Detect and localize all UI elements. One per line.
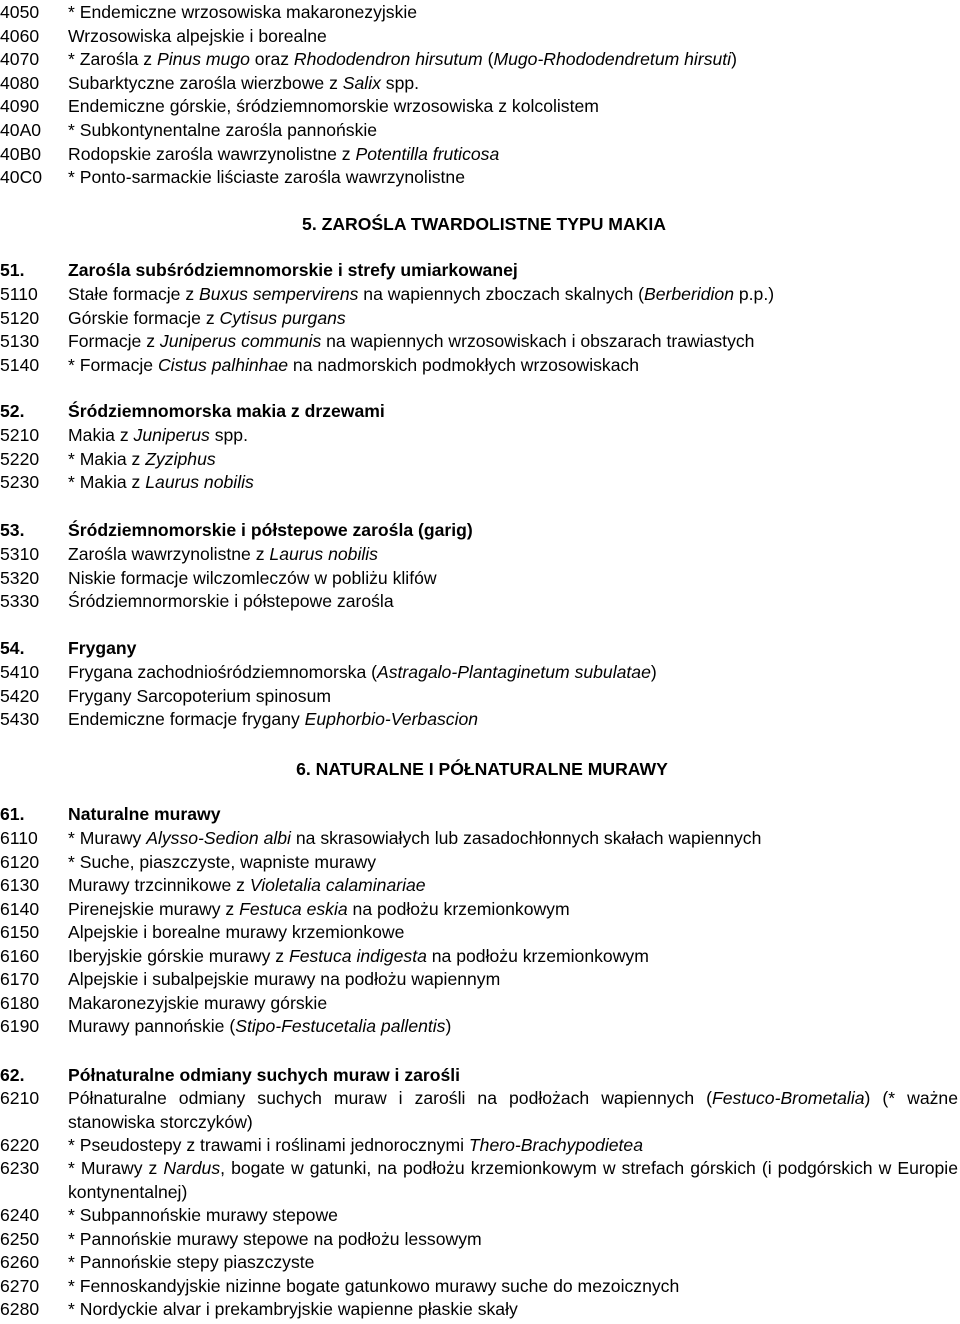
text-segment: na podłożu krzemionkowym <box>426 945 649 966</box>
latin-name: Laurus nobilis <box>269 544 378 564</box>
habitat-code: 51. <box>0 260 25 280</box>
habitat-name <box>68 1087 958 1134</box>
habitat-row <box>0 851 960 875</box>
habitat-code: 6170 <box>0 969 40 989</box>
habitat-name <box>68 1015 958 1039</box>
habitat-name: Naturalne murawy <box>68 804 221 824</box>
habitat-row <box>0 567 960 591</box>
habitat-row <box>0 1204 960 1228</box>
text-segment: * Pseudostepy z trawami i roślinami jednorocznymi <box>68 1135 469 1155</box>
habitat-name <box>68 1204 958 1228</box>
habitat-code: 6180 <box>0 992 40 1013</box>
habitat-name <box>68 48 958 72</box>
text-segment: * Subkontynentalne zarośla pannońskie <box>68 120 378 140</box>
habitat-name <box>68 898 958 922</box>
text-segment: ) (* ważne stanowiska storczyków) <box>68 1088 958 1132</box>
habitat-row <box>0 968 960 992</box>
habitat-code: 4070 <box>0 49 40 70</box>
habitat-name <box>68 143 958 167</box>
latin-name: Buxus sempervirens <box>199 284 359 304</box>
habitat-row <box>0 1087 960 1134</box>
habitat-code: 40B0 <box>0 143 42 164</box>
group-61-heading <box>0 803 960 827</box>
habitat-row <box>0 708 960 732</box>
habitat-code: 5430 <box>0 709 40 729</box>
habitat-row <box>0 95 960 119</box>
habitat-name <box>68 424 958 448</box>
latin-name: Pinus mugo <box>156 49 250 70</box>
text-segment: Murawy trzcinnikowe z <box>68 875 250 895</box>
habitat-row <box>0 543 960 567</box>
habitat-row <box>0 874 960 898</box>
habitat-code: 5220 <box>0 448 40 469</box>
text-segment: ( <box>482 49 494 70</box>
text-segment: spp. <box>380 72 420 93</box>
habitat-row <box>0 685 960 709</box>
text-segment: Śródziemnormorskie i półstepowe zarośla <box>68 591 394 611</box>
text-segment: Subarktyczne zarośla wierzbowe z <box>68 72 343 93</box>
text-segment: * Endemiczne wrzosowiska makaronezyjskie <box>68 2 418 22</box>
habitat-code: 4050 <box>0 2 40 22</box>
habitat-row <box>0 48 960 72</box>
habitat-code: 40A0 <box>0 120 42 140</box>
habitat-name: Zarośla subśródziemnomorskie i strefy umiarkowanej <box>68 260 518 280</box>
habitat-code: 5140 <box>0 354 40 375</box>
section-heading-5: 5. ZAROŚLA TWARDOLISTNE TYPU MAKIA <box>302 214 666 234</box>
group-52-heading <box>0 400 960 424</box>
text-segment: * Nordyckie alvar i prekambryjskie wapienne płaskie skały <box>68 1299 518 1319</box>
habitat-code: 6120 <box>0 851 40 872</box>
habitat-code: 6240 <box>0 1205 40 1225</box>
habitat-row <box>0 590 960 614</box>
habitat-code: 6210 <box>0 1088 40 1108</box>
habitat-code: 5110 <box>0 284 38 304</box>
habitat-name <box>68 307 958 331</box>
habitat-name <box>68 708 958 732</box>
text-segment: na wapiennych wrzosowiskach i obszarach trawiastych <box>321 331 755 351</box>
text-segment: Formacje z <box>68 331 160 351</box>
habitat-row <box>0 1298 960 1322</box>
text-segment: Pirenejskie murawy z <box>68 898 240 919</box>
text-segment: Górskie formacje z <box>68 307 220 328</box>
habitat-row <box>0 119 960 143</box>
habitat-name: Frygany <box>68 638 137 658</box>
habitat-code: 54. <box>0 638 25 658</box>
habitat-row <box>0 471 960 495</box>
text-segment: Makaronezyjskie murawy górskie <box>68 992 328 1013</box>
text-segment: Alpejskie i borealne murawy krzemionkowe <box>68 922 405 942</box>
text-segment: * Formacje <box>68 354 158 375</box>
group-53-heading <box>0 519 960 543</box>
latin-name: Violetalia calaminariae <box>249 875 426 895</box>
text-segment: Endemiczne górskie, śródziemnomorskie wrzosowiska z kolcolistem <box>68 96 599 117</box>
habitat-row <box>0 945 960 969</box>
latin-name: Rhododendron hirsutum <box>293 49 483 70</box>
habitat-row <box>0 1 960 25</box>
text-segment: oraz <box>249 49 294 70</box>
habitat-name <box>68 1134 958 1158</box>
text-segment: na nadmorskich podmokłych wrzosowiskach <box>288 354 640 375</box>
latin-name: Festuca indigesta <box>288 945 427 966</box>
text-segment: * Ponto-sarmackie liściaste zarośla wawrzynolistne <box>68 167 465 188</box>
habitat-row <box>0 898 960 922</box>
text-segment: * Murawy z <box>68 1158 164 1178</box>
habitat-row <box>0 330 960 354</box>
habitat-row <box>0 283 960 307</box>
text-segment: * Makia z <box>68 472 146 492</box>
text-segment: Alpejskie i subalpejskie murawy na podłożu wapiennym <box>68 969 501 989</box>
habitat-row <box>0 1134 960 1158</box>
habitat-code: 6110 <box>0 828 38 848</box>
habitat-code: 4060 <box>0 25 40 46</box>
habitat-name <box>68 1157 958 1204</box>
latin-name: Cytisus purgans <box>219 307 346 328</box>
habitat-row <box>0 1015 960 1039</box>
habitat-code: 62. <box>0 1065 25 1085</box>
habitat-row <box>0 354 960 378</box>
habitat-name <box>68 1 958 25</box>
habitat-row <box>0 1275 960 1299</box>
habitat-row <box>0 166 960 190</box>
latin-name: Potentilla fruticosa <box>355 143 500 164</box>
text-segment: na wapiennych zboczach skalnych ( <box>358 284 644 304</box>
latin-name: Juniperus communis <box>159 331 322 351</box>
habitat-code: 5420 <box>0 685 40 706</box>
habitat-name <box>68 448 958 472</box>
habitat-code: 4080 <box>0 72 40 93</box>
habitat-code: 6160 <box>0 945 40 966</box>
latin-name: Alysso-Sedion albi <box>146 828 291 848</box>
habitat-name <box>68 921 958 945</box>
habitat-name <box>68 567 958 591</box>
habitat-code: 61. <box>0 804 25 824</box>
habitat-name <box>68 851 958 875</box>
habitat-code: 5320 <box>0 567 40 588</box>
latin-name: Festuca eskia <box>239 898 348 919</box>
latin-name: Astragalo-Plantaginetum subulatae <box>377 662 651 682</box>
habitat-name <box>68 72 958 96</box>
habitat-name <box>68 471 958 495</box>
habitat-name <box>68 968 958 992</box>
habitat-name <box>68 283 958 307</box>
text-segment: * Subpannońskie murawy stepowe <box>68 1205 338 1225</box>
section-heading-6: 6. NATURALNE I PÓŁNATURALNE MURAWY <box>296 759 668 779</box>
habitat-name: Śródziemnomorska makia z drzewami <box>68 401 385 421</box>
latin-name: Juniperus <box>133 425 210 445</box>
text-segment: , bogate w gatunki, na podłożu krzemionkowym w strefach górskich (i podgórskich w Europie kontynentalnej) <box>68 1158 958 1202</box>
text-segment: ) <box>731 49 737 70</box>
habitat-row <box>0 661 960 685</box>
habitat-name <box>68 590 958 614</box>
habitat-code: 5230 <box>0 472 40 492</box>
text-segment: Stałe formacje z <box>68 284 200 304</box>
habitat-code: 5410 <box>0 662 40 682</box>
latin-name: Festuco-Brometalia <box>712 1088 865 1108</box>
habitat-name <box>68 945 958 969</box>
text-segment: Rodopskie zarośla wawrzynolistne z <box>68 143 356 164</box>
habitat-name <box>68 119 958 143</box>
habitat-name <box>68 543 958 567</box>
habitat-code: 6250 <box>0 1228 40 1249</box>
latin-name: Mugo-Rhododendretum hirsuti <box>493 49 732 70</box>
habitat-code: 53. <box>0 520 25 540</box>
habitat-name <box>68 685 958 709</box>
habitat-code: 6280 <box>0 1299 40 1319</box>
habitat-name <box>68 1275 958 1299</box>
text-segment: Zarośla wawrzynolistne z <box>68 544 270 564</box>
text-segment: Endemiczne formacje frygany <box>68 709 305 729</box>
text-segment: p.p.) <box>733 284 775 304</box>
text-segment: Makia z <box>68 425 134 445</box>
text-segment: * Pannońskie murawy stepowe na podłożu lessowym <box>68 1228 482 1249</box>
text-segment: Frygana zachodniośródziemnomorska ( <box>68 662 378 682</box>
text-segment: na skrasowiałych lub zasadochłonnych skałach wapiennych <box>290 828 762 848</box>
group-51-heading <box>0 259 960 283</box>
latin-name: Zyziphus <box>145 448 216 469</box>
habitat-code: 6270 <box>0 1275 40 1296</box>
habitat-code: 6190 <box>0 1016 40 1036</box>
habitat-row <box>0 448 960 472</box>
habitat-name <box>68 827 958 851</box>
habitat-name <box>68 354 958 378</box>
group-62-heading <box>0 1064 960 1088</box>
habitat-code: 6220 <box>0 1135 40 1155</box>
text-segment: Iberyjskie górskie murawy z <box>68 945 289 966</box>
habitat-name <box>68 661 958 685</box>
habitat-code: 6140 <box>0 898 40 919</box>
text-segment: * Fennoskandyjskie nizinne bogate gatunkowo murawy suche do mezoicznych <box>68 1275 680 1296</box>
habitat-name: Śródziemnomorskie i półstepowe zarośla (garig) <box>68 520 473 540</box>
text-segment: Półnaturalne odmiany suchych muraw i zarośli na podłożach wapiennych ( <box>68 1088 712 1108</box>
habitat-name <box>68 25 958 49</box>
habitat-name <box>68 1228 958 1252</box>
habitat-name <box>68 1251 958 1275</box>
group-54-heading <box>0 637 960 661</box>
habitat-name <box>68 330 958 354</box>
habitat-code: 4090 <box>0 96 40 117</box>
latin-name: Salix <box>342 72 381 93</box>
habitat-code: 5330 <box>0 591 40 611</box>
latin-name: Laurus nobilis <box>145 472 254 492</box>
latin-name: Berberidion <box>644 284 734 304</box>
habitat-row <box>0 1157 960 1204</box>
text-segment: * Pannońskie stepy piaszczyste <box>68 1252 315 1272</box>
habitat-code: 5130 <box>0 331 40 351</box>
latin-name: Euphorbio-Verbascion <box>304 709 479 729</box>
habitat-row <box>0 1251 960 1275</box>
habitat-name <box>68 95 958 119</box>
habitat-row <box>0 143 960 167</box>
text-segment: * Murawy <box>68 828 147 848</box>
latin-name: Thero-Brachypodietea <box>468 1135 643 1155</box>
habitat-name <box>68 166 958 190</box>
habitat-row <box>0 992 960 1016</box>
habitat-row <box>0 424 960 448</box>
text-segment: * Makia z <box>68 448 146 469</box>
text-segment: Murawy pannońskie ( <box>68 1016 236 1036</box>
habitat-code: 5310 <box>0 544 40 564</box>
habitat-row <box>0 307 960 331</box>
habitat-code: 6150 <box>0 922 40 942</box>
habitat-code: 6260 <box>0 1252 40 1272</box>
habitat-row <box>0 25 960 49</box>
habitat-name <box>68 1298 958 1322</box>
habitat-code: 6230 <box>0 1158 40 1178</box>
text-segment: ) <box>445 1016 452 1036</box>
text-segment: * Suche, piaszczyste, wapniste murawy <box>68 851 377 872</box>
habitat-code: 6130 <box>0 875 40 895</box>
habitat-code: 40C0 <box>0 167 43 188</box>
habitat-code: 5120 <box>0 307 40 328</box>
text-segment: * Zarośla z <box>68 49 157 70</box>
habitat-row <box>0 1228 960 1252</box>
latin-name: Cistus palhinhae <box>157 354 289 375</box>
text-segment: spp. <box>209 425 248 445</box>
habitat-name <box>68 992 958 1016</box>
text-segment: Frygany Sarcopoterium spinosum <box>68 685 332 706</box>
text-segment: na podłożu krzemionkowym <box>347 898 570 919</box>
habitat-row <box>0 921 960 945</box>
habitat-name: Półnaturalne odmiany suchych muraw i zarośli <box>68 1065 461 1085</box>
habitat-code: 5210 <box>0 425 40 445</box>
habitat-code: 52. <box>0 401 25 421</box>
habitat-row <box>0 827 960 851</box>
habitat-row <box>0 72 960 96</box>
text-segment: Wrzosowiska alpejskie i borealne <box>68 25 327 46</box>
habitat-name <box>68 874 958 898</box>
text-segment: Niskie formacje wilczomleczów w pobliżu klifów <box>68 567 437 588</box>
text-segment: ) <box>650 662 657 682</box>
latin-name: Stipo-Festucetalia pallentis <box>235 1016 446 1036</box>
latin-name: Nardus <box>163 1158 221 1178</box>
